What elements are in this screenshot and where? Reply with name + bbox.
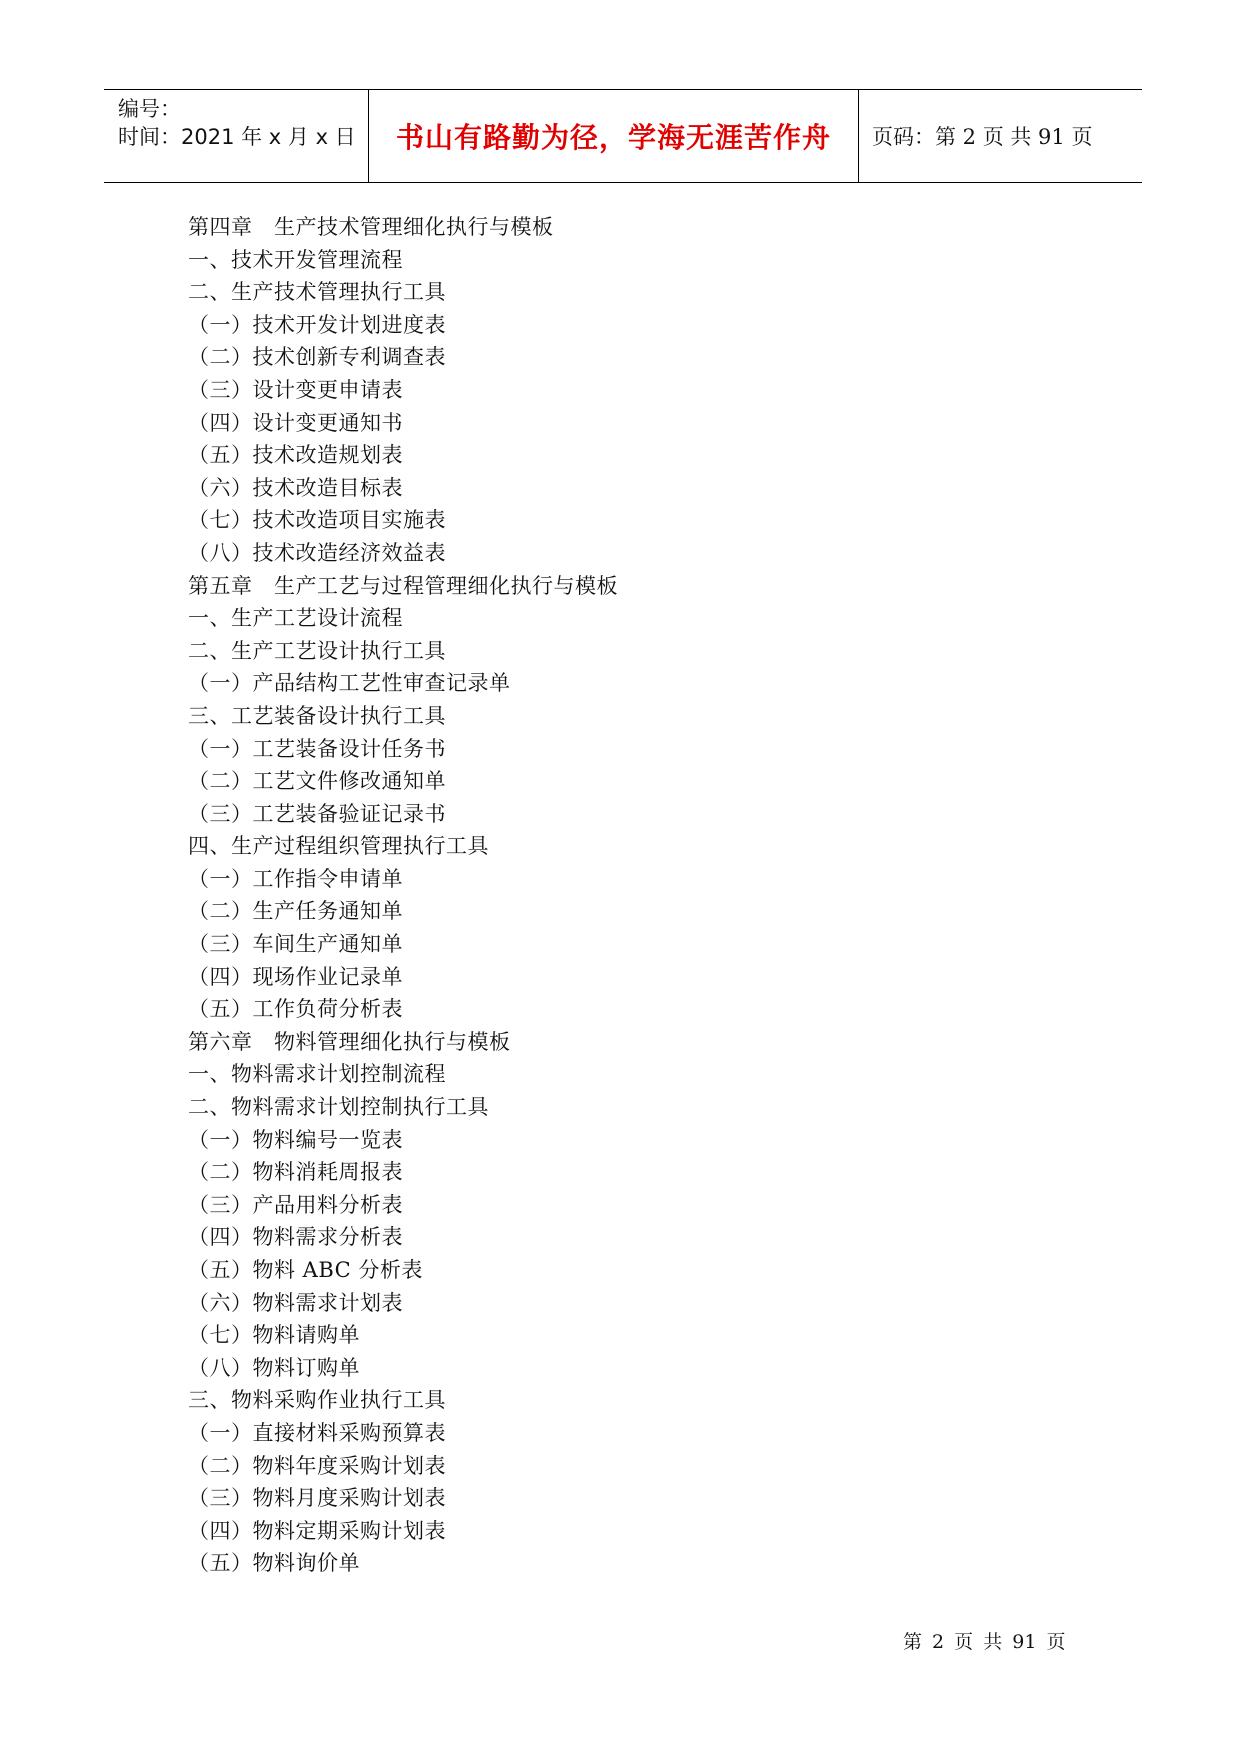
page-footer: 第 2 页 共 91 页 (903, 1631, 1066, 1653)
toc-entry: （三）设计变更申请表 (188, 377, 403, 402)
toc-entry: （二）生产任务通知单 (188, 899, 403, 924)
toc-entry: （三）车间生产通知单 (188, 932, 403, 957)
toc-entry: 二、生产工艺设计执行工具 (188, 638, 446, 663)
document-number-label: 编号： (118, 97, 181, 121)
toc-entry: （七）物料请购单 (188, 1323, 360, 1348)
document-header (104, 89, 1142, 183)
toc-entry: （五）物料 ABC 分析表 (188, 1258, 423, 1282)
toc-entry: （四）物料定期采购计划表 (188, 1518, 446, 1543)
header-motto: 书山有路勤为径，学海无涯苦作舟 (395, 121, 831, 154)
toc-entry: 第六章 物料管理细化执行与模板 (188, 1029, 511, 1054)
header-meta-cell (104, 90, 369, 182)
toc-entry: （七）技术改造项目实施表 (188, 508, 446, 533)
toc-entry: 三、工艺装备设计执行工具 (188, 703, 446, 728)
toc-entry: （三）工艺装备验证记录书 (188, 801, 446, 826)
toc-entry: （四）设计变更通知书 (188, 410, 403, 435)
toc-entry: （二）物料消耗周报表 (188, 1160, 403, 1185)
toc-entry: 第五章 生产工艺与过程管理细化执行与模板 (188, 573, 618, 598)
toc-entry: 一、技术开发管理流程 (188, 247, 403, 272)
toc-entry: （一）产品结构工艺性审查记录单 (188, 671, 511, 696)
toc-entry: （一）物料编号一览表 (188, 1127, 403, 1152)
table-of-contents (188, 211, 618, 1580)
toc-entry: （一）工艺装备设计任务书 (188, 736, 446, 761)
toc-entry: （二）技术创新专利调查表 (188, 345, 446, 370)
toc-entry: （八）技术改造经济效益表 (188, 540, 446, 565)
toc-entry: （五）物料询价单 (188, 1551, 360, 1576)
toc-entry: （六）物料需求计划表 (188, 1290, 403, 1315)
toc-entry: （二）工艺文件修改通知单 (188, 769, 446, 794)
toc-entry: （三）产品用料分析表 (188, 1192, 403, 1217)
toc-entry: 一、生产工艺设计流程 (188, 606, 403, 631)
toc-entry: （八）物料订购单 (188, 1355, 360, 1380)
toc-entry: 三、物料采购作业执行工具 (188, 1388, 446, 1413)
header-motto-cell (369, 90, 859, 182)
header-page-label: 页码：第 2 页 共 91 页 (872, 125, 1093, 149)
toc-entry: 一、物料需求计划控制流程 (188, 1062, 446, 1087)
toc-entry: 二、生产技术管理执行工具 (188, 280, 446, 305)
toc-entry: （一）工作指令申请单 (188, 866, 403, 891)
toc-entry: （六）技术改造目标表 (188, 475, 403, 500)
toc-entry: （五）技术改造规划表 (188, 443, 403, 468)
toc-entry: （三）物料月度采购计划表 (188, 1486, 446, 1511)
toc-entry: （二）物料年度采购计划表 (188, 1453, 446, 1478)
toc-entry: 四、生产过程组织管理执行工具 (188, 834, 489, 859)
document-time-label: 时间：2021 年 x 月 x 日 (118, 125, 356, 149)
toc-entry: 第四章 生产技术管理细化执行与模板 (188, 215, 554, 239)
header-page-cell (859, 90, 1142, 182)
toc-entry: （一）技术开发计划进度表 (188, 312, 446, 337)
toc-entry: （四）现场作业记录单 (188, 964, 403, 989)
toc-entry: （一）直接材料采购预算表 (188, 1420, 446, 1445)
toc-entry: （四）物料需求分析表 (188, 1225, 403, 1250)
toc-entry: （五）工作负荷分析表 (188, 997, 403, 1022)
toc-entry: 二、物料需求计划控制执行工具 (188, 1095, 489, 1120)
